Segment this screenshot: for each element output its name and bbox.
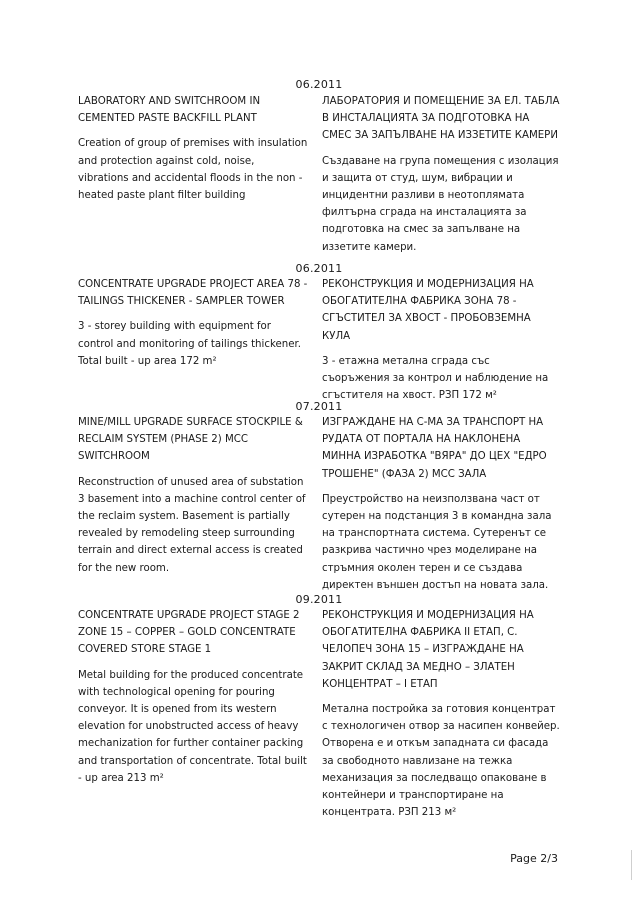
entry-date: 06.2011	[295, 78, 343, 91]
entry-body-en: Creation of group of premises with insulation and protection against cold, noise, vibrations and accidental floods in the non - heated paste plant filter building	[78, 138, 308, 202]
entry-english-column	[78, 607, 308, 787]
entry-body-bg: Метална постройка за готовия концентрат с технологичен отвор за насипен конвейер. Отворена е и откъм западната си фасада за свободното навлизане на тежка механизация за последващо опаковане в контейнери и транспортиране на концентрата. РЗП 213 м²	[322, 704, 560, 819]
entry-body-bg: 3 - етажна метална сграда със съоръжения за контрол и наблюдение на сгъстителя на хвост. РЗП 172 м²	[322, 355, 549, 402]
entry-body-bg: Преустройство на неизползвана част от сутерен на подстанция 3 в командна зала на транспортната система. Сутеренът се разкрива частично чрез моделиране на стръмния околен терен и се създава директен външен достъп на новата зала.	[322, 493, 552, 591]
entry-title-bg: ЛАБОРАТОРИЯ И ПОМЕЩЕНИЕ ЗА ЕЛ. ТАБЛА В ИНСТАЛАЦИЯТА ЗА ПОДГОТОВКА НА СМЕС ЗА ЗАПЪЛВАНЕ НА ИЗЗЕТИТЕ КАМЕРИ	[322, 96, 560, 142]
entry-title-bg: РЕКОНСТРУКЦИЯ И МОДЕРНИЗАЦИЯ НА ОБОГАТИТЕЛНА ФАБРИКА ЗОНА 78 - СГЪСТИТЕЛ ЗА ХВОСТ - ПРОБОВЗЕМНА КУЛА	[322, 279, 534, 342]
entry-title-en: CONCENTRATE UPGRADE PROJECT STAGE 2 ZONE 15 – COPPER – GOLD CONCENTRATE COVERED STORE STAGE 1	[78, 610, 300, 656]
entry-body-en: 3 - storey building with equipment for control and monitoring of tailings thickener. Total built - up area 172 m²	[78, 321, 301, 367]
entry-english-column	[78, 414, 308, 577]
entry-body-en: Reconstruction of unused area of substation 3 basement into a machine control center of the reclaim system. Basement is partially revealed by remodeling steep surrounding terrain and direct external access is created for the new room.	[78, 476, 306, 574]
entry-english-column	[78, 93, 308, 204]
entry-title-bg: РЕКОНСТРУКЦИЯ И МОДЕРНИЗАЦИЯ НА ОБОГАТИТЕЛНА ФАБРИКА II ЕТАП, С. ЧЕЛОПЕЧ ЗОНА 15 – ИЗГРАЖДАНЕ НА ЗАКРИТ СКЛАД ЗА МЕДНО – ЗЛАТЕН КОНЦЕНТРАТ – I ЕТАП	[322, 610, 534, 690]
entry-date: 07.2011	[295, 400, 343, 413]
entry-bulgarian-column	[322, 93, 560, 256]
entry-title-en: LABORATORY AND SWITCHROOM IN CEMENTED PASTE BACKFILL PLANT	[78, 96, 261, 125]
entry-title-bg: ИЗГРАЖДАНЕ НА С-МА ЗА ТРАНСПОРТ НА РУДАТА ОТ ПОРТАЛА НА НАКЛОНЕНА МИННА ИЗРАБОТКА "ВЯРА" ДО ЦЕХ "ЕДРО ТРОШЕНЕ" (ФАЗА 2) MCC ЗАЛА	[322, 417, 547, 480]
entry-bulgarian-column	[322, 414, 560, 594]
entry-body-en: Metal building for the produced concentrate with technological opening for pouring conveyor. It is opened from its western elevation for unobstructed access of heavy mechanization for further container packing and transportation of concentrate. Total built - up area 213 m²	[78, 669, 307, 784]
entry-bulgarian-column	[322, 276, 560, 404]
page-number: Page 2/3	[510, 852, 558, 865]
entry-date: 06.2011	[295, 262, 343, 275]
entry-title-en: CONCENTRATE UPGRADE PROJECT AREA 78 - TAILINGS THICKENER - SAMPLER TOWER	[78, 279, 308, 308]
scan-edge-mark	[631, 850, 632, 880]
entry-title-en: MINE/MILL UPGRADE SURFACE STOCKPILE & RECLAIM SYSTEM (PHASE 2) MCC SWITCHROOM	[78, 417, 303, 463]
entry-body-bg: Създаване на група помещения с изолация и защита от студ, шум, вибрации и инцидентни разливи в неотоплямата филтърна сграда на инсталацията за подготовка на смес за запълване на иззетите камери.	[322, 155, 559, 253]
entry-date: 09.2011	[295, 593, 343, 606]
entry-english-column	[78, 276, 308, 370]
entry-bulgarian-column	[322, 607, 560, 821]
